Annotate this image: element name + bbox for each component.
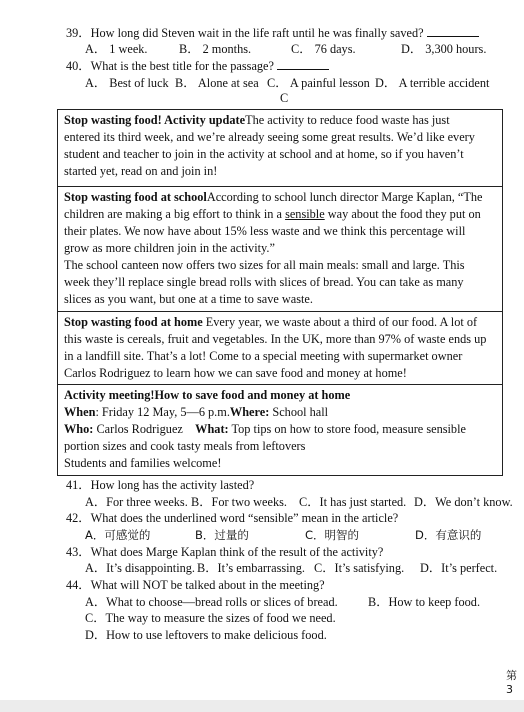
- section-meeting: Activity meeting!How to save food and money at home When: Friday 12 May, 5—6 p.m.Where: School hall Who: Carlos Rodriguez What: Top tips on how to store food, measure sensible portion sizes and cook tasty meals from leftovers Students and families welcome!: [57, 384, 503, 476]
- question-39: 39．How long did Steven wait in the life raft until he was finally saved?: [66, 25, 479, 41]
- section-heading: Stop wasting food! Activity update: [64, 113, 246, 127]
- question-42: 42．What does the underlined word “sensible” mean in the article?: [66, 511, 399, 525]
- question-40: 40．What is the best title for the passage?: [66, 58, 329, 74]
- question-43: 43．What does Marge Kaplan think of the result of the activity?: [66, 545, 384, 559]
- question-43-options: A．It’s disappointing. B．It’s embarrassing. C．It’s satisfying. D．It’s perfect.: [85, 561, 498, 575]
- question-41-options: A．For three weeks. B．For two weeks. C．It has just started. D．We don’t know.: [85, 495, 513, 509]
- question-41: 41．How long has the activity lasted?: [66, 478, 255, 492]
- question-39-options: A． 1 week. B． 2 months. C． 76 days. D． 3,300 hours.: [85, 42, 487, 56]
- underlined-word: sensible: [285, 207, 325, 221]
- answer-blank: [277, 58, 329, 70]
- section-heading: Stop wasting food at home: [64, 315, 203, 329]
- page-number: 第 3: [506, 669, 517, 696]
- section-activity-update: Stop wasting food! Activity updateThe activity to reduce food waste has just entered its third week, and we’re already seeing some great results. We’d like every student and teacher to join in the activity at school and at home, so if you haven’t started yet, read on and join in!: [57, 109, 503, 186]
- question-44-option-c: C．The way to measure the sizes of food we need.: [85, 611, 336, 625]
- question-44-option-d: D．How to use leftovers to make delicious food.: [85, 628, 327, 642]
- handwritten-answer: C: [280, 91, 289, 105]
- question-44: 44．What will NOT be talked about in the meeting?: [66, 578, 325, 592]
- section-home: Stop wasting food at home Every year, we waste about a third of our food. A lot of this waste is cereals, fruit and vegetables. In the UK, more than 97% of waste ends up in a landfill site. That’s a lot! Come to a special meeting with supermarket owner Carlos Rodriguez to learn how we can save food and money at home!: [57, 311, 503, 384]
- answer-blank: [427, 25, 479, 37]
- question-44-option-a-b: A．What to choose—bread rolls or slices of bread. B．How to keep food.: [85, 595, 481, 609]
- section-school: Stop wasting food at schoolAccording to school lunch director Marge Kaplan, “The children are making a big effort to think in a sensible way about the food they put on their plates. We now have about 15% less waste and we think this percentage will grow as more children join in the activity.” The school canteen now offers two sizes for all main meals: small and large. This week they’ll replace single bread rolls with slices of bread. You can take as many slices as you want, but one at a time to save waste.: [57, 186, 503, 311]
- page-footer-bar: [0, 700, 524, 712]
- question-40-options: A． Best of luck B． Alone at sea C． A painful lesson D． A terrible accident: [85, 76, 490, 90]
- section-heading: Activity meeting!How to save food and money at home: [64, 388, 351, 402]
- section-heading: Stop wasting food at school: [64, 190, 207, 204]
- question-42-options: A．可感觉的 B．过量的 C．明智的 D．有意识的: [85, 528, 482, 542]
